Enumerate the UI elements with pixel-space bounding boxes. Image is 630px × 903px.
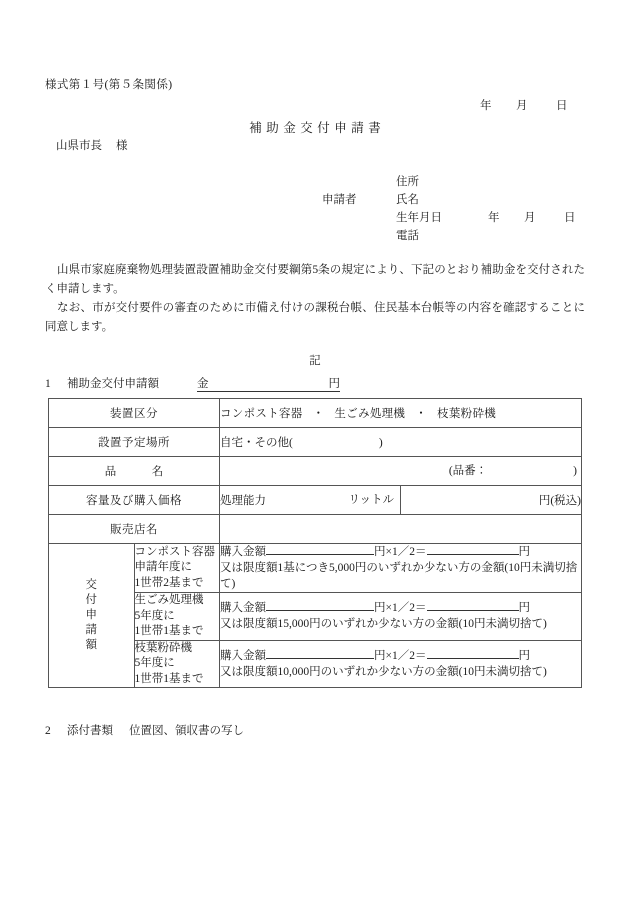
birth-year-label: 年 <box>488 212 500 224</box>
birth-month-label: 月 <box>524 212 536 224</box>
subsidy-calc-shredder[interactable] <box>220 640 582 688</box>
vertical-label-subsidy-amount <box>49 544 135 688</box>
subsidy-calc-foodwaste-formula <box>220 600 581 616</box>
item-1-label: 補助金交付申請額 <box>67 378 159 390</box>
applicant-tag: 申請者 <box>322 194 357 206</box>
date-month-label: 月 <box>516 100 528 112</box>
product-code-group <box>449 457 577 485</box>
date-year-label: 年 <box>480 100 492 112</box>
vlabel-char-5: 額 <box>85 639 97 651</box>
capacity-cell[interactable] <box>220 486 401 515</box>
item-2-value: 位置図、領収書の写し <box>129 725 244 737</box>
item-1-row <box>45 375 340 392</box>
row-label-device-type: 装置区分 <box>49 399 220 428</box>
capacity-unit: リットル <box>348 494 394 506</box>
vlabel-char-2: 付 <box>85 594 97 606</box>
device-option-foodwaste[interactable]: 生ごみ処理機 <box>334 408 406 420</box>
install-location-options: 自宅・その他( <box>220 437 293 449</box>
date-day-label: 日 <box>556 100 568 112</box>
price-cell[interactable] <box>401 486 582 515</box>
row-value-device-type <box>220 399 582 428</box>
row-label-install-location: 設置予定場所 <box>49 428 220 457</box>
item-1-amount-field[interactable] <box>197 375 340 392</box>
subsidy-kind-shredder-line2: 5年度に <box>134 657 175 669</box>
subsidy-calc-shredder-formula <box>220 648 581 664</box>
item-2-label: 添付書類 <box>67 725 113 737</box>
vlabel-char-4: 請 <box>85 624 97 636</box>
vlabel-char-3: 申 <box>85 609 97 621</box>
install-location-close: ) <box>378 437 383 449</box>
row-value-install-location[interactable] <box>220 428 582 457</box>
subsidy-kind-compost-line3: 1世帯2基まで <box>134 576 204 589</box>
subsidy-kind-foodwaste-line3: 1世帯1基まで <box>134 625 204 637</box>
calc-foodwaste-blank-1[interactable] <box>266 610 374 611</box>
applicant-birth-date <box>488 209 584 227</box>
item-2-row <box>45 722 244 738</box>
subsidy-kind-shredder-line3: 1世帯1基まで <box>134 672 204 685</box>
subsidy-kind-shredder-line1: 枝葉粉砕機 <box>134 641 192 654</box>
table-row-capacity-price <box>49 486 582 515</box>
price-unit: 円(税込) <box>538 495 581 507</box>
row-value-product-name[interactable] <box>220 457 582 486</box>
calc-compost-unit1: 円×1／2＝ <box>374 546 427 558</box>
applicant-name-label: 氏名 <box>396 194 419 206</box>
subsidy-calc-compost[interactable] <box>220 544 582 593</box>
subsidy-kind-compost <box>134 544 220 593</box>
item-1-number: 1 <box>45 378 51 390</box>
product-code-label: (品番： <box>448 465 488 477</box>
device-separator-2: ・ <box>415 408 428 420</box>
table-row-install-location <box>49 428 582 457</box>
product-code-close: ) <box>573 465 577 477</box>
item-2-number: 2 <box>45 725 51 737</box>
subsidy-kind-foodwaste <box>134 593 220 641</box>
calc-foodwaste-blank-2[interactable] <box>427 610 519 611</box>
row-value-shop-name[interactable] <box>220 515 582 544</box>
calc-compost-blank-1[interactable] <box>266 554 374 555</box>
table-row-product-name <box>49 457 582 486</box>
item-1-amount-prefix: 金 <box>197 378 209 390</box>
calc-foodwaste-unit1: 円×1／2＝ <box>374 602 427 615</box>
calc-compost-blank-2[interactable] <box>427 554 519 555</box>
capacity-label: 処理能力 <box>220 495 266 507</box>
ki-marker: 記 <box>309 355 321 367</box>
subsidy-calc-foodwaste[interactable] <box>220 593 582 641</box>
calc-shredder-unit2: 円 <box>518 649 530 662</box>
applicant-birth-label: 生年月日 <box>396 212 442 224</box>
subsidy-calc-compost-formula <box>220 544 581 560</box>
subsidy-kind-foodwaste-line1: 生ごみ処理機 <box>134 594 204 606</box>
table-row-device-type <box>49 399 582 428</box>
addressee <box>56 137 128 153</box>
calc-shredder-unit1: 円×1／2＝ <box>374 649 427 662</box>
row-label-shop-name: 販売店名 <box>49 515 220 544</box>
calc-compost-prefix: 購入金額 <box>220 546 266 558</box>
calc-compost-unit2: 円 <box>518 546 530 558</box>
calc-foodwaste-prefix: 購入金額 <box>220 602 266 615</box>
calc-foodwaste-unit2: 円 <box>518 602 530 615</box>
device-separator-1: ・ <box>312 408 325 420</box>
addressee-name: 山県市長 <box>56 140 102 152</box>
row-label-capacity-price: 容量及び購入価格 <box>49 486 220 515</box>
subsidy-calc-compost-limit: 又は限度額1基につき5,000円のいずれか少ない方の金額(10円未満切捨て) <box>220 562 578 590</box>
birth-day-label: 日 <box>564 212 576 224</box>
subsidy-calc-foodwaste-limit: 又は限度額15,000円のいずれか少ない方の金額(10円未満切捨て) <box>220 618 547 631</box>
vlabel-char-1: 交 <box>85 579 97 591</box>
form-number: 様式第１号(第５条関係) <box>45 79 173 91</box>
table-row-subsidy-compost <box>49 544 582 593</box>
addressee-honorific: 様 <box>116 140 128 152</box>
table-row-shop-name <box>49 515 582 544</box>
date-line <box>480 97 576 113</box>
applicant-phone-label: 電話 <box>396 230 419 242</box>
body-paragraph-2: なお、市が交付要件の審査のために市備え付けの課税台帳、住民基本台帳等の内容を確認することに同意します。 <box>45 302 585 333</box>
subsidy-kind-foodwaste-line2: 5年度に <box>134 609 175 622</box>
device-option-compost[interactable]: コンポスト容器 <box>220 408 303 420</box>
calc-shredder-blank-2[interactable] <box>427 658 519 659</box>
subsidy-kind-shredder <box>134 640 220 688</box>
device-option-shredder[interactable]: 枝葉粉砕機 <box>437 408 497 420</box>
subsidy-kind-compost-line2: 申請年度に <box>134 561 192 574</box>
subsidy-kind-compost-line1: コンポスト容器 <box>134 545 215 558</box>
body-paragraph-1: 山県市家庭廃棄物処理装置設置補助金交付要綱第5条の規定により、下記のとおり補助金を交付されたく申請します。 <box>45 264 585 295</box>
product-name-inner <box>220 457 581 485</box>
subsidy-calc-shredder-limit: 又は限度額10,000円のいずれか少ない方の金額(10円未満切捨て) <box>220 665 547 678</box>
document-title: 補助金交付申請書 <box>249 121 386 135</box>
item-1-amount-suffix: 円 <box>328 378 340 390</box>
calc-shredder-blank-1[interactable] <box>266 658 374 659</box>
row-label-product-name: 品 名 <box>49 457 220 486</box>
application-table <box>48 398 582 688</box>
calc-shredder-prefix: 購入金額 <box>220 649 266 662</box>
applicant-address-label: 住所 <box>396 176 419 188</box>
